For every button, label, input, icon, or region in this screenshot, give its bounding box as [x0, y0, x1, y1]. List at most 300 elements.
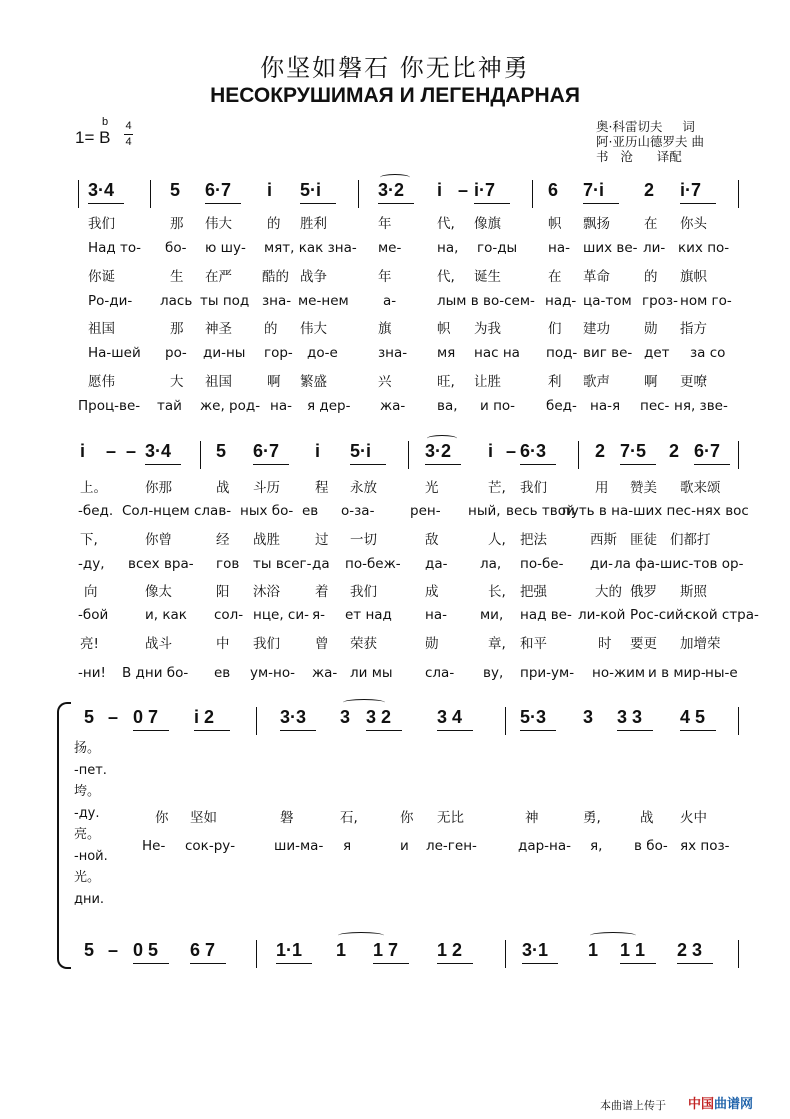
lyric: 程 — [315, 480, 329, 496]
lyric: 利 — [548, 374, 562, 390]
lyric: 革命 — [583, 269, 610, 285]
lyric: в бо- — [634, 838, 668, 854]
lyric: 勋 — [425, 636, 439, 652]
lyric: 战斗 — [145, 636, 172, 652]
lyric: 荣获 — [350, 636, 377, 652]
lyric: до-е — [307, 345, 338, 361]
lyric: 生 — [170, 269, 184, 285]
lyric: 战 — [216, 480, 230, 496]
lyric: 我们 — [350, 584, 377, 600]
note: – — [458, 180, 469, 200]
note: 5·3 — [520, 707, 547, 727]
lyric: ли-кой — [578, 607, 626, 623]
lyric-line — [0, 345, 790, 363]
lyric: по-беж- — [345, 556, 401, 572]
lyric: 歌声 — [583, 374, 610, 390]
lyric: ю шу- — [205, 240, 246, 256]
lyric: всех вра- — [128, 556, 194, 572]
lyric: 更嘹 — [680, 374, 707, 390]
lyric: мя — [437, 345, 456, 361]
lyric: и, как — [145, 607, 187, 623]
lyric: пес- — [640, 398, 670, 414]
lyric: ди-ны — [203, 345, 246, 361]
lyric: 指方 — [680, 321, 707, 337]
lyric: 代, — [437, 216, 455, 232]
lyric: 要更 — [630, 636, 657, 652]
song-title-chinese: 你坚如磐石 你无比神勇 — [260, 54, 530, 82]
lyric: ших ве- — [583, 240, 638, 256]
note: 7·5 — [620, 441, 647, 461]
lyric: я, — [590, 838, 603, 854]
lyric: по-бе- — [520, 556, 564, 572]
lyric: 用 — [595, 480, 609, 496]
staff-row-2 — [0, 441, 790, 471]
lyric: ких по- — [678, 240, 730, 256]
lyric: 你那 — [145, 480, 172, 496]
lyric: 磐 — [280, 810, 294, 826]
note: 3 4 — [437, 707, 463, 727]
lyric: 胜利 — [300, 216, 327, 232]
lyric: дет — [644, 345, 670, 361]
lyric: 大 — [170, 374, 184, 390]
lyric: 歌来颂 — [680, 480, 721, 496]
lyric: 战 — [640, 810, 654, 826]
lyric: лым в во-сем- — [437, 293, 535, 309]
lyric: Проц-ве- — [78, 398, 141, 414]
note: 6 7 — [190, 940, 216, 960]
lyric: ня, зве- — [674, 398, 728, 414]
lyric: на, — [437, 240, 459, 256]
lyric: ди- — [590, 556, 613, 572]
ending: 亮。 — [74, 827, 101, 842]
lyric: 光 — [425, 480, 439, 496]
lyric: 啊 — [644, 374, 658, 390]
lyric: 们 — [548, 321, 562, 337]
lyric-line — [0, 838, 790, 856]
ending: 光。 — [74, 870, 101, 885]
lyric: нце, си- — [253, 607, 309, 623]
lyric: ву, — [483, 665, 504, 681]
lyric: 繁盛 — [300, 374, 327, 390]
lyric: сол- — [214, 607, 244, 623]
note: i — [437, 180, 443, 200]
note: 2 3 — [677, 940, 703, 960]
note: 6·7 — [205, 180, 232, 200]
credit-composer: 阿·亚历山德罗夫 曲 — [596, 134, 704, 149]
note: 6·7 — [253, 441, 280, 461]
lyric: 时 — [598, 636, 612, 652]
lyric: жа- — [380, 398, 406, 414]
lyric: 为我 — [474, 321, 501, 337]
lyric: на- — [270, 398, 292, 414]
lyric: 加增荣 — [680, 636, 721, 652]
lyric: виг ве- — [583, 345, 633, 361]
lyric-line — [0, 293, 790, 311]
note: 5 — [170, 180, 181, 200]
lyric: жа- — [312, 665, 338, 681]
lyric: я- — [312, 607, 325, 623]
lyric: -бой — [78, 607, 109, 623]
lyric: 石, — [340, 810, 358, 826]
lyric: го-ды — [477, 240, 518, 256]
lyric: 那 — [170, 216, 184, 232]
lyric: 下, — [80, 532, 98, 548]
lyric: 着 — [315, 584, 329, 600]
lyric: и по- — [480, 398, 516, 414]
lyric: ев — [214, 665, 231, 681]
note: 7·i — [583, 180, 605, 200]
lyric: 的 — [264, 321, 278, 337]
note: 6·7 — [694, 441, 721, 461]
lyric: 向 — [84, 584, 98, 600]
credit-translator: 书 沧 译配 — [596, 149, 682, 164]
lyric-line — [0, 265, 790, 283]
lyric: Сол-нцем — [122, 503, 190, 519]
note: i — [267, 180, 273, 200]
lyric: 长, — [488, 584, 506, 600]
lyric: ме-нем — [298, 293, 349, 309]
lyric: 年 — [378, 216, 392, 232]
lyric: 代, — [437, 269, 455, 285]
lyric: а- — [383, 293, 397, 309]
lyric: ет над — [345, 607, 392, 623]
lyric-line — [0, 806, 790, 824]
lyric: 过 — [315, 532, 329, 548]
lyric: 芒, — [488, 480, 506, 496]
lyric: шис-тов ор- — [660, 556, 744, 572]
note: 2 — [595, 441, 606, 461]
verse-endings — [74, 738, 108, 910]
lyric: 伟大 — [300, 321, 327, 337]
lyric: бед- — [546, 398, 577, 414]
lyric: 你诞 — [88, 269, 115, 285]
lyric: ми, — [480, 607, 504, 623]
lyric: на-я — [590, 398, 621, 414]
lyric: ты всег- — [253, 556, 312, 572]
lyric: 在严 — [205, 269, 232, 285]
lyric: я дер- — [307, 398, 351, 414]
lyric: 帜 — [437, 321, 451, 337]
lyric-line — [0, 212, 790, 230]
lyric: На-шей — [88, 345, 141, 361]
lyric: ных бо- — [240, 503, 294, 519]
staff-row-3 — [0, 707, 790, 737]
note: 2 — [669, 441, 680, 461]
lyric: ме- — [378, 240, 402, 256]
lyric: ный, — [468, 503, 501, 519]
lyric: 酷的 — [262, 269, 289, 285]
note: 6 — [548, 180, 559, 200]
lyric: 飘扬 — [583, 216, 610, 232]
lyric: 敌 — [425, 532, 439, 548]
lyric-line — [0, 607, 790, 625]
staff-row-4 — [0, 940, 790, 970]
lyric: 战胜 — [253, 532, 280, 548]
lyric: рен- — [410, 503, 441, 519]
note: 5·i — [300, 180, 322, 200]
lyric: 的 — [644, 269, 658, 285]
lyric: гов — [216, 556, 240, 572]
lyric: 赞美 — [630, 480, 657, 496]
lyric: -ду, — [78, 556, 105, 572]
ending: дни. — [74, 891, 105, 907]
note: 4 5 — [680, 707, 706, 727]
lyric: 帜 — [548, 216, 562, 232]
lyric-line — [0, 665, 790, 683]
note: 1·1 — [276, 940, 303, 960]
lyric: 诞生 — [474, 269, 501, 285]
logo-part: 中国 — [688, 1097, 715, 1112]
lyric: ли- — [643, 240, 666, 256]
lyric: ном го- — [680, 293, 732, 309]
lyric: 永放 — [350, 480, 377, 496]
note: 1 7 — [373, 940, 399, 960]
lyric: 勇, — [583, 810, 601, 826]
note: i — [80, 441, 86, 461]
note: 3·4 — [88, 180, 115, 200]
note: – — [506, 441, 517, 461]
lyric: 你 — [155, 810, 169, 826]
lyric: 俄罗 — [630, 584, 657, 600]
ending: -пет. — [74, 762, 107, 778]
lyric: 和平 — [520, 636, 547, 652]
lyric: 经 — [216, 532, 230, 548]
lyric: 大的 — [595, 584, 622, 600]
note: i 2 — [194, 707, 215, 727]
lyric-line — [0, 398, 790, 416]
lyric: 匪徒 — [630, 532, 657, 548]
lyric: гор- — [264, 345, 293, 361]
lyric: 把强 — [520, 584, 547, 600]
lyric-line — [0, 632, 790, 650]
lyric: 坚如 — [190, 810, 217, 826]
lyric: В дни бо- — [122, 665, 189, 681]
lyric: но-жим — [592, 665, 646, 681]
lyric: 们都打 — [670, 532, 711, 548]
lyric: ях поз- — [680, 838, 730, 854]
lyric: да- — [425, 556, 448, 572]
note: i — [488, 441, 494, 461]
lyric: 神 — [525, 810, 539, 826]
lyric: и в мир- — [648, 665, 706, 681]
lyric: весь твой — [506, 503, 575, 519]
ending: 垮。 — [74, 784, 101, 799]
lyric: при-ум- — [520, 665, 575, 681]
lyric: 祖国 — [205, 374, 232, 390]
note: 3 2 — [366, 707, 392, 727]
note: 3 3 — [617, 707, 643, 727]
lyric: 像旗 — [474, 216, 501, 232]
lyric: над ве- — [520, 607, 572, 623]
lyric: 我们 — [88, 216, 115, 232]
note: 6·3 — [520, 441, 547, 461]
lyric-line — [0, 240, 790, 258]
lyric: за со — [690, 345, 726, 361]
lyric: 愿伟 — [88, 374, 115, 390]
meter-top: 4 — [125, 120, 132, 132]
lyric: 让胜 — [474, 374, 501, 390]
lyric: 成 — [425, 584, 439, 600]
lyric: 旗帜 — [680, 269, 707, 285]
lyric: на- — [548, 240, 570, 256]
lyric: под- — [546, 345, 578, 361]
lyric: 火中 — [680, 810, 707, 826]
lyric: ле-ген- — [426, 838, 477, 854]
note: 0 5 — [133, 940, 159, 960]
lyric: 斯照 — [680, 584, 707, 600]
note: 5 — [84, 707, 95, 727]
note: i·7 — [474, 180, 496, 200]
key-signature: 1= B — [75, 128, 111, 147]
note: i·7 — [680, 180, 702, 200]
note: 0 7 — [133, 707, 159, 727]
lyric: ев — [302, 503, 319, 519]
lyric: и — [400, 838, 409, 854]
lyric: 那 — [170, 321, 184, 337]
lyric: сла- — [425, 665, 455, 681]
note: 3·1 — [522, 940, 549, 960]
note: 2 — [644, 180, 655, 200]
song-title-russian: НЕСОКРУШИМАЯ И ЛЕГЕНДАРНАЯ — [210, 84, 580, 107]
lyric: ро- — [165, 345, 187, 361]
note: 3·4 — [145, 441, 172, 461]
lyric-line — [0, 556, 790, 574]
lyric-line — [0, 476, 790, 494]
lyric: 的 — [267, 216, 281, 232]
lyric: гроз- — [642, 293, 678, 309]
ending: 扬。 — [74, 741, 101, 756]
lyric: 我们 — [253, 636, 280, 652]
lyric: 曾 — [315, 636, 329, 652]
lyric: ца-том — [583, 293, 632, 309]
lyric: 人, — [488, 532, 506, 548]
lyric: о-за- — [341, 503, 375, 519]
lyric: Над то- — [88, 240, 142, 256]
lyric: ум-но- — [250, 665, 296, 681]
lyric: тай — [157, 398, 182, 414]
note: – — [106, 441, 117, 461]
lyric: я — [343, 838, 352, 854]
lyric: 我们 — [520, 480, 547, 496]
lyric: 中 — [216, 636, 230, 652]
lyric: 把法 — [520, 532, 547, 548]
system-bracket — [57, 702, 71, 969]
lyric: 像太 — [145, 584, 172, 600]
lyric: путь в на-ших пес-нях вос — [562, 503, 749, 519]
lyric: 沐浴 — [253, 584, 280, 600]
logo-part: 曲谱网 — [714, 1097, 754, 1112]
lyric-line — [0, 317, 790, 335]
lyric: на- — [425, 607, 447, 623]
lyric: 兴 — [378, 374, 392, 390]
lyric-line — [0, 528, 790, 546]
note: 1 1 — [620, 940, 646, 960]
note: – — [126, 441, 137, 461]
lyric: 年 — [378, 269, 392, 285]
lyric: ва, — [437, 398, 458, 414]
footer-upload-note: 本曲谱上传于 — [600, 1099, 666, 1112]
lyric: 无比 — [437, 810, 464, 826]
credits — [596, 119, 704, 164]
lyric: да — [312, 556, 330, 572]
lyric: дар-на- — [518, 838, 572, 854]
lyric: зна- — [262, 293, 292, 309]
lyric: 你 — [400, 810, 414, 826]
lyric: сок-ру- — [185, 838, 236, 854]
lyric: нас на — [474, 345, 520, 361]
lyric: 神圣 — [205, 321, 232, 337]
lyric: же, род- — [200, 398, 261, 414]
note: – — [108, 940, 119, 960]
meter-bottom: 4 — [125, 136, 132, 148]
lyric: ли мы — [350, 665, 393, 681]
lyric: 一切 — [350, 532, 377, 548]
note: 3·2 — [378, 180, 405, 200]
lyric: 啊 — [267, 374, 281, 390]
note: 5 — [84, 940, 95, 960]
lyric-line — [0, 370, 790, 388]
note: 3 — [583, 707, 594, 727]
note: 1 — [588, 940, 599, 960]
time-signature — [124, 120, 133, 149]
note: 3·2 — [425, 441, 452, 461]
note: 5·i — [350, 441, 372, 461]
note: 3·3 — [280, 707, 307, 727]
lyric: 旺, — [437, 374, 455, 390]
lyric: 亮! — [80, 636, 99, 652]
lyric: 章, — [488, 636, 506, 652]
note: 1 — [336, 940, 347, 960]
lyric: 在 — [644, 216, 658, 232]
lyric: ши-ма- — [274, 838, 324, 854]
flat-sign: b — [102, 116, 109, 128]
lyric: зна- — [378, 345, 408, 361]
lyric: 阳 — [216, 584, 230, 600]
lyric: -бед. — [78, 503, 114, 519]
lyric: слав- — [194, 503, 232, 519]
lyric-line — [0, 503, 790, 521]
site-logo — [688, 1093, 753, 1112]
note: 5 — [216, 441, 227, 461]
note: 1 2 — [437, 940, 463, 960]
lyric: Не- — [142, 838, 166, 854]
lyric: 勋 — [644, 321, 658, 337]
credit-lyricist: 奥·科雷切夫 词 — [596, 119, 695, 134]
lyric: 建功 — [583, 321, 610, 337]
lyric: 斗历 — [253, 480, 280, 496]
lyric: 上。 — [80, 480, 107, 496]
lyric: 在 — [548, 269, 562, 285]
lyric: 你头 — [680, 216, 707, 232]
lyric: ты под — [200, 293, 250, 309]
lyric: 你曾 — [145, 532, 172, 548]
note: 3 — [340, 707, 351, 727]
note: i — [315, 441, 321, 461]
lyric: Ро-ди- — [88, 293, 133, 309]
lyric: Рос-сий- — [630, 607, 689, 623]
lyric: -ни! — [78, 665, 106, 681]
lyric: 西斯 — [590, 532, 617, 548]
lyric: бо- — [165, 240, 187, 256]
lyric: над- — [545, 293, 577, 309]
ending: -ной. — [74, 848, 108, 864]
lyric: 旗 — [378, 321, 392, 337]
lyric: 祖国 — [88, 321, 115, 337]
lyric: лась — [160, 293, 193, 309]
lyric-line — [0, 580, 790, 598]
lyric: ла фа- — [614, 556, 660, 572]
lyric: ны-е — [705, 665, 738, 681]
